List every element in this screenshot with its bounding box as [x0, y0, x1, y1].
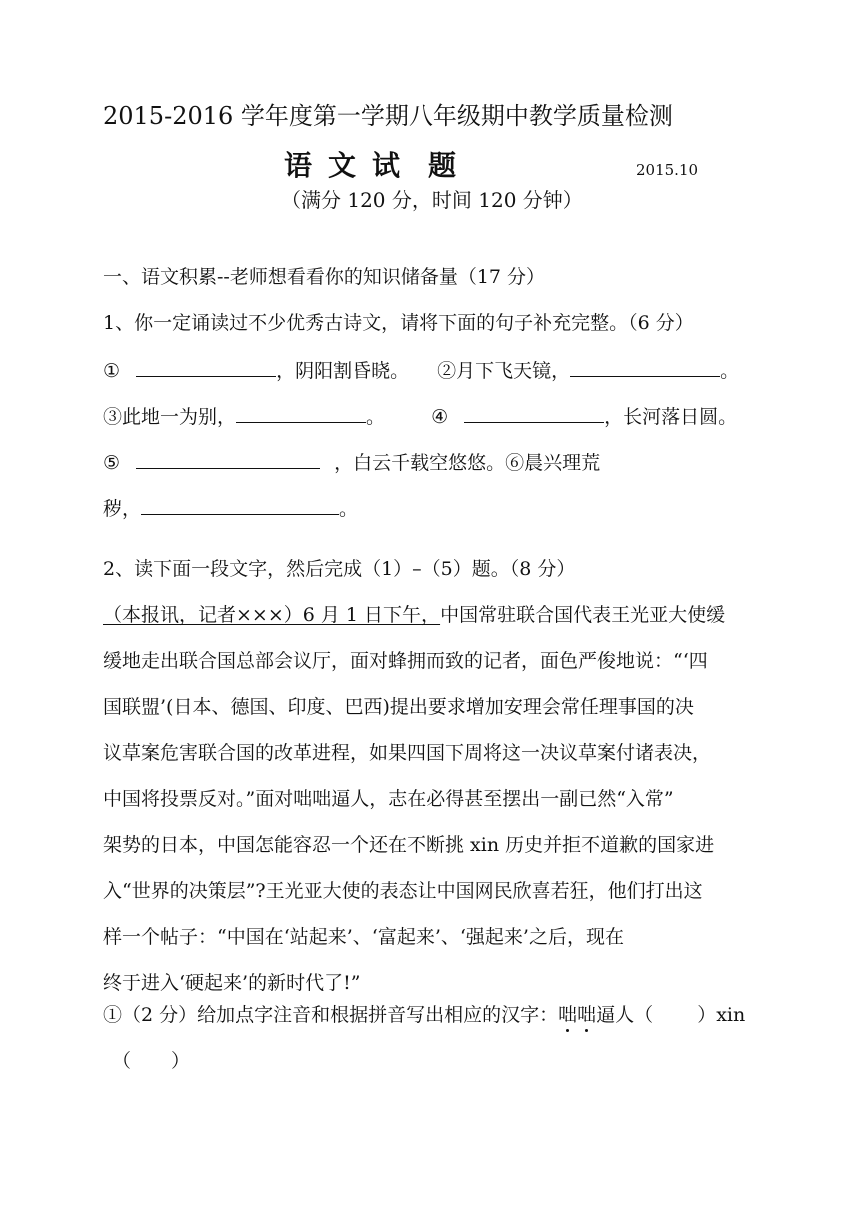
- question-2-prompt: 2、读下面一段文字，然后完成（1）–（5）题。（8 分）: [103, 558, 576, 580]
- subquestion-1: [103, 1003, 745, 1027]
- subject-char: 文: [328, 149, 357, 182]
- passage-line: 中国将投票反对。”面对咄咄逼人，志在必得甚至摆出一副已然“入常”: [103, 788, 674, 810]
- passage-text: 中国常驻联合国代表王光亚大使缓: [440, 604, 726, 626]
- exam-date: 2015.10: [636, 161, 699, 179]
- blank-label: ⑤: [103, 452, 121, 474]
- poem-line-1: [103, 357, 739, 383]
- passage-line: 架势的日本，中国怎能容忍一个还在不断挑 xin 历史并拒不道歉的国家进: [103, 834, 715, 856]
- subquestion-text: ）xin: [697, 1004, 746, 1026]
- subquestion-1-answer: [112, 1049, 190, 1073]
- passage-line: 终于进入‘硬起来’的新时代了!”: [103, 972, 361, 994]
- answer-blank[interactable]: [570, 357, 720, 377]
- answer-blank[interactable]: [141, 495, 339, 515]
- passage-line: [103, 603, 725, 627]
- poem-text: ，长河落日圆。: [604, 406, 738, 428]
- subquestion-text: ①（2 分）给加点字注音和根据拼音写出相应的汉字：: [103, 1004, 559, 1026]
- poem-text: 秽，: [103, 498, 142, 520]
- answer-blank[interactable]: [464, 403, 604, 423]
- passage-dateline: （本报讯，记者×××）6 月 1 日下午，: [103, 604, 441, 626]
- blank-label: ①: [103, 360, 121, 382]
- poem-text: 。: [339, 498, 359, 520]
- subquestion-text: 逼人（: [596, 1004, 654, 1026]
- exam-title: 2015-2016 学年度第一学期八年级期中教学质量检测: [103, 102, 673, 130]
- poem-line-3: [103, 449, 600, 475]
- poem-text: ，阴阳割昏晓。: [276, 360, 410, 382]
- score-time-info: （满分 120 分，时间 120 分钟）: [281, 188, 583, 212]
- question-1-prompt: 1、你一定诵读过不少优秀古诗文，请将下面的句子补充完整。（6 分）: [103, 312, 694, 334]
- passage-line: 国联盟’(日本、德国、印度、巴西)提出要求增加安理会常任理事国的决: [103, 696, 694, 718]
- answer-blank[interactable]: [136, 449, 320, 469]
- poem-text: 。: [720, 360, 740, 382]
- passage-line: 议草案危害联合国的改革进程，如果四国下周将这一决议草案付诸表决，: [103, 742, 712, 764]
- subject-title: [284, 149, 456, 183]
- section-heading: 一、语文积累--老师想看看你的知识储备量（17 分）: [103, 266, 546, 288]
- poem-line-2: [103, 403, 737, 429]
- passage-line: 缓地走出联合国总部会议厅，面对蜂拥而致的记者，面色严俊地说：“‘四: [103, 650, 708, 672]
- blank-label: ④: [431, 406, 449, 428]
- paren-open: （: [112, 1050, 132, 1072]
- subject-char: 题: [428, 149, 457, 182]
- answer-blank[interactable]: [136, 357, 276, 377]
- poem-text: ③此地一为别，: [103, 406, 237, 428]
- subject-char: 试: [372, 149, 401, 182]
- dotted-character: 咄: [577, 1004, 597, 1026]
- poem-line-4: [103, 495, 358, 521]
- dotted-character: 咄: [558, 1004, 578, 1026]
- passage-line: 样一个帖子：“中国在‘站起来’、‘富起来’、‘强起来’之后，现在: [103, 926, 624, 948]
- answer-blank[interactable]: [236, 403, 366, 423]
- poem-text: 。: [366, 406, 386, 428]
- subject-char: 语: [284, 149, 313, 182]
- poem-text: ②月下飞天镜，: [437, 360, 571, 382]
- passage-line: 入“世界的决策层”?王光亚大使的表态让中国网民欣喜若狂，他们打出这: [103, 880, 703, 902]
- paren-close: ）: [171, 1050, 191, 1072]
- poem-text: ，白云千载空悠悠。⑥晨兴理荒: [334, 452, 601, 474]
